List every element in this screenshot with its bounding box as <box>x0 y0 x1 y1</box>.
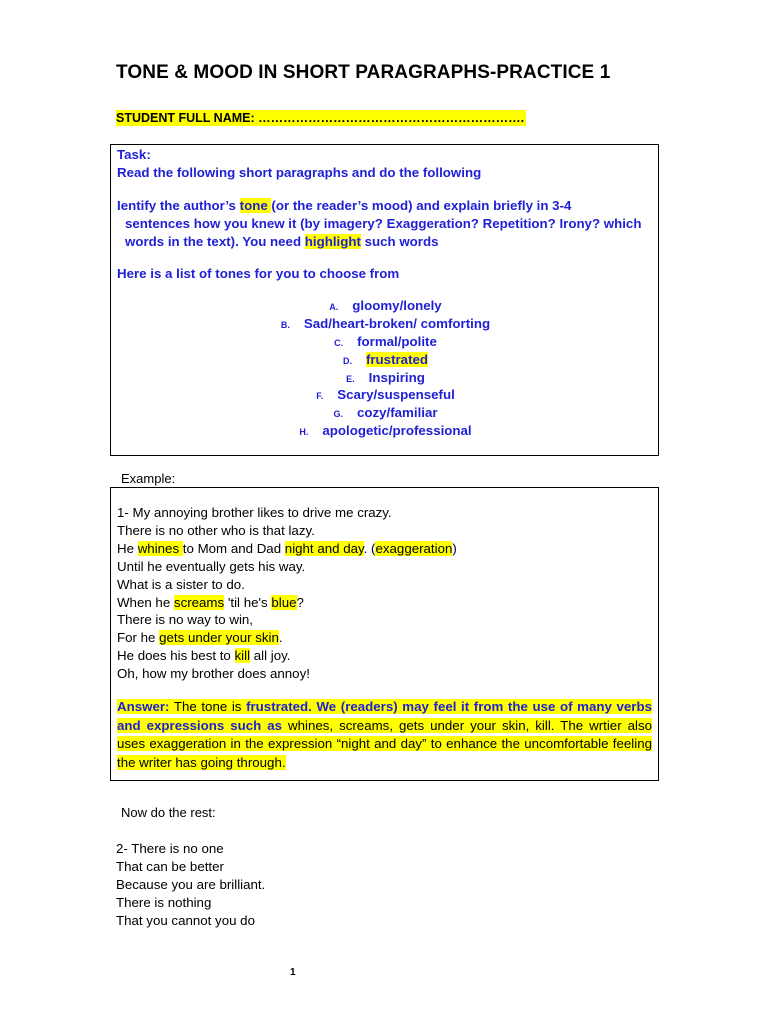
poem-line <box>117 647 457 665</box>
highlight-word: blue <box>271 594 297 610</box>
tone-list-intro: Here is a list of tones for you to choose from <box>117 266 400 281</box>
tone-item <box>111 369 660 387</box>
poem-text: all joy. <box>250 648 291 664</box>
tone-item <box>111 333 660 351</box>
tone-item <box>111 351 660 369</box>
poem-line: Until he eventually gets his way. <box>117 558 306 574</box>
poem-text: ) <box>452 540 457 556</box>
highlight-word: night and day <box>284 540 364 556</box>
poem-line: That you cannot you do <box>116 913 255 928</box>
exercise-poem-2 <box>116 840 265 930</box>
tone-item <box>111 404 660 422</box>
highlight-tone: tone <box>239 198 272 213</box>
task-para-text: (or the reader’s mood) and explain briefly in 3-4 <box>271 198 572 213</box>
example-box <box>110 487 659 781</box>
highlight-word: kill <box>234 648 251 664</box>
highlight-highlight: highlight <box>304 234 361 249</box>
highlight-word: gets under your skin <box>159 630 279 646</box>
tone-letter: B. <box>280 319 290 330</box>
tone-text: formal/polite <box>357 333 437 349</box>
tone-item <box>111 297 660 315</box>
tone-letter: H. <box>299 427 309 438</box>
example-poem <box>117 504 457 683</box>
tone-text: cozy/familiar <box>356 405 438 421</box>
answer-text: whines, screams, gets under your skin, kill. The wrtier also uses exaggeration in the expression “night and day” to enhance the uncomfortable feeling the writer has going through. <box>117 717 652 770</box>
tone-item <box>111 315 660 333</box>
poem-line: Oh, how my brother does annoy! <box>117 666 310 682</box>
poem-line: There is no way to win, <box>117 612 253 628</box>
task-box <box>110 144 659 456</box>
poem-line <box>117 629 457 647</box>
tone-text: apologetic/professional <box>322 423 472 439</box>
poem-text: 'til he's <box>224 594 272 610</box>
poem-line: 2- There is no one <box>116 841 224 856</box>
poem-line: There is no other who is that lazy. <box>117 522 315 538</box>
task-para-text: Ientify the author’s <box>117 198 240 213</box>
highlight-word: whines <box>137 540 183 556</box>
task-instruction: Read the following short paragraphs and do the following <box>117 165 482 180</box>
poem-line: 1- My annoying brother likes to drive me crazy. <box>117 505 392 520</box>
answer-text: The tone is <box>169 699 247 714</box>
poem-text: . ( <box>363 540 376 556</box>
task-paragraph <box>117 197 652 251</box>
tone-item <box>111 422 660 440</box>
tone-text: Inspiring <box>368 369 425 385</box>
student-name-field: STUDENT FULL NAME: ………………………………………………………. <box>116 111 525 125</box>
poem-line: There is nothing <box>116 895 212 910</box>
task-para-line: sentences how you knew it (by imagery? Exaggeration? Repetition? Irony? which <box>125 216 642 231</box>
example-label: Example: <box>121 471 176 486</box>
task-para-text: words in the text). You need <box>125 234 305 249</box>
tone-text: gloomy/lonely <box>352 298 442 313</box>
tone-letter: A. <box>329 302 339 312</box>
poem-text: He does his best to <box>117 648 235 664</box>
answer-tone: frustrated <box>246 699 309 714</box>
now-label: Now do the rest: <box>121 805 216 820</box>
page-title: TONE & MOOD IN SHORT PARAGRAPHS-PRACTICE 1 <box>116 62 611 83</box>
tone-list <box>111 297 660 440</box>
example-answer <box>117 698 652 772</box>
poem-line: What is a sister to do. <box>117 576 245 592</box>
highlight-word: exaggeration <box>375 540 453 556</box>
tone-letter: E. <box>346 373 355 384</box>
highlight-word: screams <box>173 594 225 610</box>
poem-text: For he <box>117 630 160 646</box>
task-label: Task: <box>117 147 151 162</box>
poem-text: . <box>278 630 283 646</box>
tone-text: Scary/suspenseful <box>337 387 455 403</box>
page-number: 1 <box>290 967 296 978</box>
poem-text: When he <box>117 594 174 610</box>
poem-line: That can be better <box>116 859 224 874</box>
tone-item <box>111 386 660 404</box>
task-para-line3 <box>117 233 652 251</box>
tone-letter: D. <box>342 355 352 366</box>
tone-text: frustrated <box>365 351 429 367</box>
poem-line <box>117 594 457 612</box>
answer-label: Answer: <box>117 699 170 714</box>
poem-line <box>117 540 457 558</box>
poem-text: He <box>117 540 138 556</box>
poem-text: ? <box>296 594 304 610</box>
poem-line: Because you are brilliant. <box>116 877 266 892</box>
tone-letter: C. <box>334 337 344 348</box>
answer-text: . We (readers) may feel it from the use of many verbs and expressions such as <box>117 699 652 733</box>
task-para-text: such words <box>360 234 439 249</box>
poem-text: to Mom and Dad <box>182 540 285 556</box>
tone-letter: G. <box>333 409 343 420</box>
tone-letter: F. <box>316 391 324 402</box>
tone-text: Sad/heart-broken/ comforting <box>303 315 491 331</box>
